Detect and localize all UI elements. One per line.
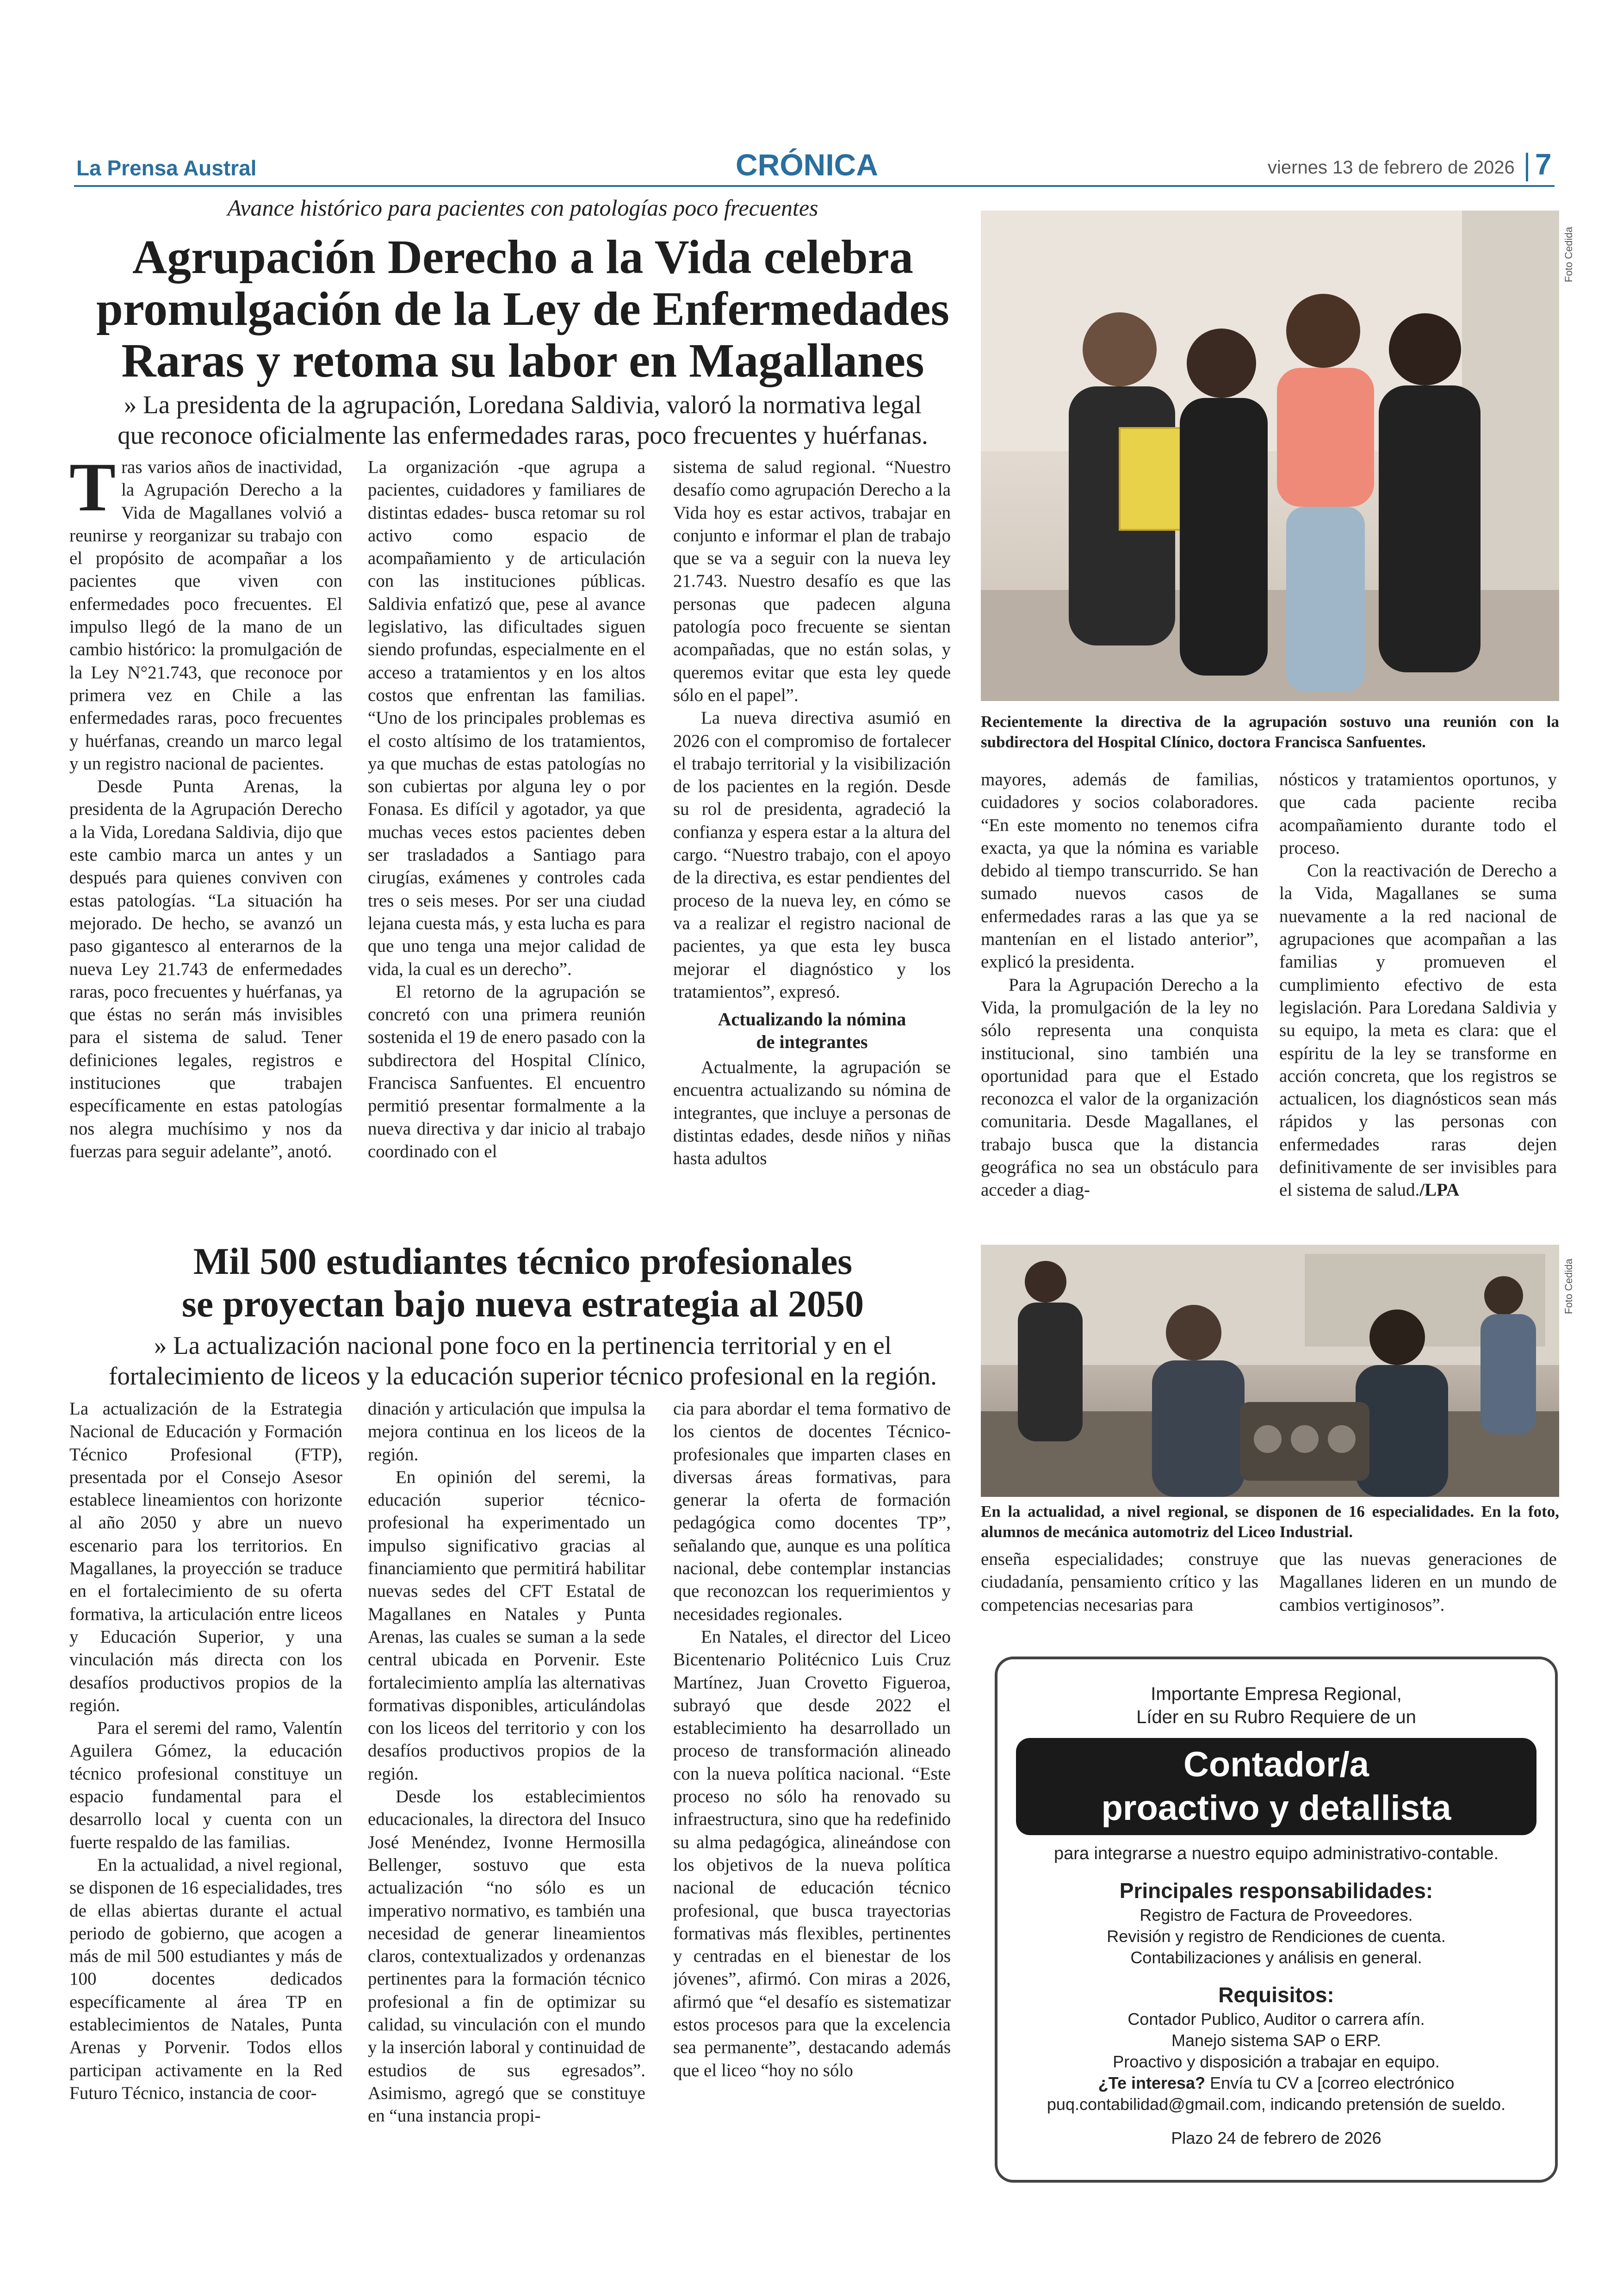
group-photo-illustration bbox=[981, 211, 1559, 701]
article1-subhead bbox=[60, 390, 985, 451]
article1-subtitle bbox=[673, 1008, 951, 1053]
article2-subhead-line2: fortalecimiento de liceos y la educación superior técnico profesional en la región. bbox=[109, 1362, 937, 1390]
ad-responsibility-2: Revisión y registro de Rendiciones de cuenta. bbox=[1107, 1927, 1446, 1946]
ad-cta-question: ¿Te interesa? bbox=[1098, 2073, 1206, 2092]
article1-col1-p2: Desde Punta Arenas, la presidenta de la Agrupación Derecho a la Vida, Loredana Saldivia, dijo que este cambio marca un antes y un después para quienes conviven con estas patologías. “La situación ha mejorado. De hecho, se avanzó un paso gigantesco al enterarnos de la nueva Ley 21.743 de enfermedades raras, poco frecuentes y huérfanas, ya que éstas no serán más invisibles para el sistema de salud. Tener definiciones legales, registros e instituciones que trabajen específicamente en estas patologías nos alegra muchísimo y nos da fuerzas para seguir adelante”, anotó. bbox=[69, 776, 342, 1161]
article2-col1-p2: Para el seremi del ramo, Valentín Aguilera Gómez, la educación técnico profesional constituye un espacio fundamental para el desarrollo local y cuenta con un fuerte respaldo de las familias. bbox=[69, 1718, 342, 1852]
ad-cta-text: Envía tu CV a [correo electrónico bbox=[1210, 2073, 1455, 2092]
article1-kicker: Avance histórico para pacientes con patologías poco frecuentes bbox=[227, 195, 818, 221]
ad-contact-email[interactable]: puq.contabilidad@gmail.com, indicando pretensión de sueldo. bbox=[1047, 2095, 1506, 2114]
article1-headline-line2: promulgación de la Ley de Enfermedades bbox=[96, 282, 950, 335]
article1-col3-p1: sistema de salud regional. “Nuestro desafío como agrupación Derecho a la Vida hoy es estar activos, trabajar en conjunto e informar el plan de trabajo que se va a seguir con la nueva ley 21.743. Nuestro desafío es que las personas que padecen alguna patología poco frecuente se sientan acompañadas, que no están solas, y queremos evitar que esta ley quede sólo en el papel”. bbox=[673, 457, 951, 705]
ad-requirements-title: Requisitos: bbox=[1218, 1983, 1334, 2007]
article2-col3-p1: cia para abordar el tema formativo de los cientos de docentes Técnico-profesionales que imparten clases en diversas áreas formativas, para generar la oferta de formación pedagógica como docentes TP”, señalando que, aunque es una política nacional, debe contemplar instancias que reconozcan los requerimientos y necesidades regionales. bbox=[673, 1399, 951, 1624]
job-advertisement bbox=[995, 1657, 1558, 2183]
article1-col5-p1: nósticos y tratamientos oportunos, y que cada paciente reciba acompañamiento durante todo el proceso. bbox=[1279, 769, 1557, 858]
article1-subhead-line2: que reconoce oficialmente las enfermedades raras, poco frecuentes y huérfanas. bbox=[118, 421, 928, 449]
issue-date: viernes 13 de febrero de 2026 bbox=[1268, 157, 1515, 178]
ad-call-to-action bbox=[997, 2073, 1555, 2094]
article2-column-3 bbox=[673, 1397, 951, 2175]
newspaper-name: La Prensa Austral bbox=[76, 156, 257, 180]
article1-photo-caption: Recientemente la directiva de la agrupación sostuvo una reunión con la subdirectora del Hospital Clínico, doctora Francisca Sanfuentes. bbox=[981, 713, 1559, 751]
header-divider bbox=[1526, 153, 1528, 181]
header-rule bbox=[74, 185, 1555, 187]
article1-col4-p1: mayores, además de familias, cuidadores y socios colaboradores. “En este momento no tenemos cifra exacta, ya que la nómina es variable debido al tiempo transcurrido. Se han sumado nuevos casos de enfermedades raras a las que ya se mantenían en el listado anterior”, explicó la presidenta. bbox=[981, 769, 1258, 972]
article2-col2-p3: Desde los establecimientos educacionales, la directora del Insuco José Menéndez, Ivonne Hermosilla Bellenger, sostuvo que esta actualización “no sólo es un imperativo normativo, es también una necesidad de generar lineamientos claros, contextualizados y ordenanzas pertinentes para la formación técnico profesional a fin de optimizar su calidad, su vinculación con el mundo y la inserción laboral y continuidad de estudios de sus egresados”. Asimismo, agregó que se constituye en “una instancia propi- bbox=[368, 1787, 645, 2126]
article2-col3-p2: En Natales, el director del Liceo Bicentenario Politécnico Luis Cruz Martínez, Juan Crovetto Figueroa, subrayó que desde 2022 el establecimiento ha desarrollado un proceso de transformación alineado con la nueva política nacional. “Este proceso no sólo ha renovado su infraestructura, sino que ha redefinido su alma pedagógica, alineándose con los objetivos de la nueva política nacional de educación técnico profesional, que busca trayectorias formativas más flexibles, pertinentes y centradas en el bienestar de los jóvenes”, afirmó. Con miras a 2026, afirmó que “el desafío es sistematizar estos procesos para que la excelencia sea permanente”, destacando además que el liceo “hoy no sólo bbox=[673, 1626, 951, 2080]
article1-column-1 bbox=[69, 456, 342, 1233]
article2-col4-p1: enseña especialidades; construye ciudadanía, pensamiento crítico y las competencias necesarias para bbox=[981, 1549, 1258, 1615]
article1-column-3 bbox=[673, 456, 951, 1233]
ad-requirement-3: Proactivo y disposición a trabajar en equipo. bbox=[1113, 2052, 1440, 2071]
article2-column-1 bbox=[69, 1397, 342, 2175]
article1-col4-p2: Para la Agrupación Derecho a la Vida, la promulgación de la ley no sólo representa una conquista institucional, sino también una oportunidad para que el Estado reconozca el valor de la organización comunitaria. Desde Magallanes, el trabajo busca que la distancia geográfica no sea un obstáculo para acceder a diag- bbox=[981, 974, 1258, 1200]
article1-photo-credit: Foto Cedida bbox=[1563, 227, 1574, 282]
ad-title-line1: Contador/a bbox=[1183, 1745, 1369, 1784]
section-title: CRÓNICA bbox=[736, 148, 878, 182]
article1-subtitle-line1: Actualizando la nómina bbox=[718, 1009, 906, 1030]
article1-col2-p2: El retorno de la agrupación se concretó con una primera reunión sostenida el 19 de enero pasado con la subdirectora del Hospital Clínico, Francisca Sanfuentes. El encuentro permitió presentar formalmente a la nueva directiva y dar inicio al trabajo coordinado con el bbox=[368, 981, 645, 1161]
article1-col1-p1: ras varios años de inactividad, la Agrupación Derecho a la Vida de Magallanes volvió a reunirse y reorganizar su trabajo con el propósito de acompañar a los pacientes que viven con enfermedades poco frecuentes. El impulso llegó de la mano de un cambio histórico: la promulgación de la Ley N°21.743, que reconoce por primera vez en Chile a las enfermedades raras, poco frecuentes y huérfanas, creando un marco legal y un registro nacional de pacientes. bbox=[69, 457, 342, 774]
article2-col2-p2: En opinión del seremi, la educación superior técnico-profesional ha experimentado un impulso significativo gracias al financiamiento que permitirá habilitar nuevas sedes del CFT Estatal de Magallanes en Natales y Punta Arenas, las cuales se suman a la sede central ubicada en Porvenir. Este fortalecimiento amplía las alternativas formativas disponibles, articulándolas con los liceos del territorio y con los desafíos productivos propios de la región. bbox=[368, 1467, 645, 1784]
article1-col2-p1: La organización -que agrupa a pacientes, cuidadores y familiares de distintas edades- busca retomar su rol activo como espacio de acompañamiento y de articulación con las instituciones públicas. Saldivia enfatizó que, pese al avance legislativo, las dificultades siguen siendo profundas, especialmente en el acceso a tratamientos y en los altos costos que enfrentan las familias. “Uno de los principales problemas es el costo altísimo de los tratamientos, ya que muchas de estas patologías no son cubiertas por alguna ley o por Fonasa. Es difícil y agotador, ya que muchas veces estos pacientes deben ser trasladados a Santiago para cirugías, exámenes y controles cada tres o seis meses. Por ser una ciudad lejana cuesta más, y esta lucha es para que uno tenga una mejor calidad de vida, la cual es un derecho”. bbox=[368, 457, 645, 979]
article2-column-2 bbox=[368, 1397, 645, 2175]
article1-col3-p2: La nueva directiva asumió en 2026 con el compromiso de fortalecer el trabajo territorial y la visibilización de los pacientes en la región. Desde su rol de presidenta, agradeció la confianza y espera estar a la altura del cargo. “Nuestro trabajo, con el apoyo de la directiva, es estar pendientes del proceso de la nueva ley, en cómo se va a realizar el registro nacional de pacientes, ya que esta ley busca mejorar el diagnóstico y los tratamientos”, expresó. bbox=[673, 708, 951, 1002]
ad-title-line2: proactivo y detallista bbox=[1101, 1788, 1451, 1828]
ad-responsibility-3: Contabilizaciones y análisis en general. bbox=[1130, 1948, 1422, 1967]
article1-col5-p2: Con la reactivación de Derecho a la Vida, Magallanes se suma nuevamente a la red nacional de agrupaciones que acompañan a las familias y promueven el cumplimiento efectivo de esta legislación. Para Loredana Saldivia y su equipo, la meta es clara: que el espíritu de la ley se transforme en acción concreta, que los registros se actualicen, los diagnósticos sean más rápidos y las personas con enfermedades raras dejen definitivamente de ser invisibles para el sistema de salud. bbox=[1279, 861, 1557, 1200]
ad-line2: Líder en su Rubro Requiere de un bbox=[1136, 1707, 1416, 1727]
article2-photo-caption: En la actualidad, a nivel regional, se disponen de 16 especialidades. En la foto, alumnos de mecánica automotriz del Liceo Industrial. bbox=[981, 1502, 1559, 1541]
article1-photo bbox=[981, 211, 1559, 701]
ad-requirement-1: Contador Publico, Auditor o carrera afín. bbox=[1127, 2010, 1425, 2029]
ad-intro: para integrarse a nuestro equipo administrativo-contable. bbox=[1053, 1844, 1499, 1863]
article1-column-2 bbox=[368, 456, 645, 1233]
ad-title-box bbox=[1016, 1738, 1536, 1835]
article1-headline-line3: Raras y retoma su labor en Magallanes bbox=[121, 334, 924, 387]
article2-subhead-line1: » La actualización nacional pone foco en la pertinencia territorial y en el bbox=[154, 1331, 892, 1359]
ad-responsibility-1: Registro de Factura de Proveedores. bbox=[1140, 1905, 1413, 1924]
article1-col3-p3: Actualmente, la agrupación se encuentra actualizando su nómina de integrantes, que incluye a personas de distintas edades, desde niños y niñas hasta adultos bbox=[673, 1057, 951, 1169]
dropcap: T bbox=[69, 456, 116, 526]
ad-deadline: Plazo 24 de febrero de 2026 bbox=[1171, 2128, 1381, 2147]
article2-headline-line1: Mil 500 estudiantes técnico profesionales bbox=[193, 1240, 853, 1282]
ad-line1: Importante Empresa Regional, bbox=[1151, 1684, 1402, 1704]
page-number: 7 bbox=[1535, 148, 1552, 181]
article2-col1-p3: En la actualidad, a nivel regional, se disponen de 16 especialidades, tres de ellas abiertas durante el actual periodo de gobierno, que acogen a más de mil 500 estudiantes y más de 100 docentes dedicados específicamente al área TP en establecimientos de Natales, Punta Arenas y Porvenir. Todos ellos participan activamente en la Red Futuro Técnico, instancia de coor- bbox=[69, 1855, 342, 2103]
ad-requirement-2: Manejo sistema SAP o ERP. bbox=[1171, 2031, 1381, 2050]
article1-subhead-line1: » La presidenta de la agrupación, Loredana Saldivia, valoró la normativa legal bbox=[124, 391, 922, 419]
article2-photo-credit: Foto Cedida bbox=[1563, 1259, 1574, 1314]
article1-column-4 bbox=[981, 768, 1258, 1231]
article2-column-4 bbox=[981, 1548, 1258, 1622]
article1-subtitle-line2: de integrantes bbox=[756, 1031, 868, 1053]
article2-column-5 bbox=[1279, 1548, 1557, 1622]
article2-subhead bbox=[60, 1330, 985, 1391]
article1-headline bbox=[56, 231, 990, 387]
workshop-photo-illustration bbox=[981, 1245, 1559, 1497]
article1-headline-line1: Agrupación Derecho a la Vida celebra bbox=[132, 230, 913, 284]
article2-col5-p1: que las nuevas generaciones de Magallanes lideren en un mundo de cambios vertiginosos”. bbox=[1279, 1549, 1557, 1615]
article2-col1-p1: La actualización de la Estrategia Nacional de Educación y Formación Técnico Profesional (FTP), presentada por el Consejo Asesor establece lineamientos con horizonte al año 2050 y abre un nuevo escenario para los territorios. En Magallanes, la proyección se traduce en el fortalecimiento de su oferta formativa, la articulación entre liceos y Educación Superior, y una vinculación más directa con los desafíos productivos propios de la región. bbox=[69, 1399, 342, 1715]
article1-column-5 bbox=[1279, 768, 1557, 1231]
ad-responsibilities-title: Principales responsabilidades: bbox=[1119, 1879, 1433, 1903]
article2-col2-p1: dinación y articulación que impulsa la mejora continua en los liceos de la región. bbox=[368, 1399, 645, 1464]
article2-photo bbox=[981, 1245, 1559, 1497]
article1-signature: /LPA bbox=[1419, 1180, 1460, 1200]
article2-headline-line2: se proyectan bajo nueva estrategia al 2050 bbox=[181, 1283, 864, 1325]
article2-headline bbox=[56, 1240, 990, 1325]
